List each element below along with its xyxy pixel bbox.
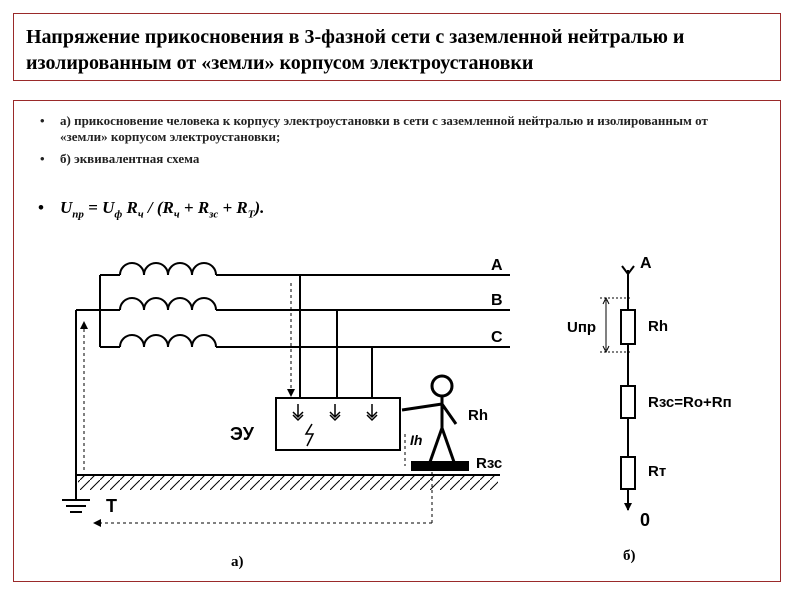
formula-r3-sub: зс — [209, 208, 219, 221]
ground-t-label: T — [106, 496, 117, 516]
standing-platform — [412, 462, 468, 470]
formula-r3: R — [197, 198, 210, 217]
formula-div: / ( — [143, 198, 163, 217]
formula-plus1: + — [179, 198, 198, 217]
caption-a: а) — [231, 554, 244, 570]
equipment-label: ЭУ — [230, 424, 255, 444]
bullet-dot: • — [40, 151, 45, 166]
formula-r1: R — [122, 198, 138, 217]
node-0-label: 0 — [640, 510, 651, 530]
node-a-label: A — [640, 255, 652, 272]
ground-electrode-icon — [62, 500, 90, 512]
breakdown-lightning-icon — [306, 424, 313, 446]
human-figure-icon — [402, 376, 456, 462]
resistor-rzc — [621, 386, 635, 418]
diagram-b — [600, 266, 635, 510]
rzc-label: Rзс=Ro+Rп — [648, 394, 732, 411]
caption-b: б) — [623, 548, 636, 564]
bullet-dot: • — [40, 113, 45, 128]
resistor-rt — [621, 457, 635, 489]
rt-label: Rт — [648, 463, 667, 480]
body-resistance-label: Rh — [468, 407, 488, 424]
formula-plus2: + — [218, 198, 237, 217]
phase-b-label: B — [491, 292, 503, 309]
formula-r2-sub: ч — [173, 208, 180, 221]
formula-r4: R — [236, 198, 248, 217]
formula-uf: U — [102, 198, 115, 217]
formula-r1-sub: ч — [137, 208, 144, 221]
resistor-rh — [621, 310, 635, 344]
bullet-dot: • — [38, 198, 44, 217]
formula-uf-sub: ф — [114, 208, 123, 221]
formula-r2: R — [162, 198, 174, 217]
winding-arrows — [293, 404, 377, 420]
diagram-a — [62, 263, 510, 523]
formula-eq: = — [83, 198, 103, 217]
current-label: Ih — [410, 432, 423, 448]
bullet-text: а) прикосновение человека к корпусу электроустановки в сети с заземленной нейтралью и изолированным от «земли» корпусом электроустановки; — [60, 113, 708, 144]
formula-u-sub: пр — [72, 208, 84, 221]
touch-voltage-label: Uпр — [567, 319, 597, 336]
ground-resistance-label: Rзс — [476, 455, 503, 472]
slide-title: Напряжение прикосновения в 3-фазной сети с заземленной нейтралью и изолированным от «земли» корпусом электроустановки — [26, 26, 685, 74]
formula-r4-sub: Т — [247, 208, 255, 221]
rh-label: Rh — [648, 318, 668, 335]
formula-u: U — [60, 198, 73, 217]
bullet-text: б) эквивалентная схема — [60, 151, 200, 166]
phase-a-label: A — [491, 257, 503, 274]
equipment-box — [276, 398, 400, 450]
formula-end: ). — [254, 198, 265, 217]
transformer-windings — [120, 263, 216, 347]
phase-c-label: C — [491, 329, 503, 346]
